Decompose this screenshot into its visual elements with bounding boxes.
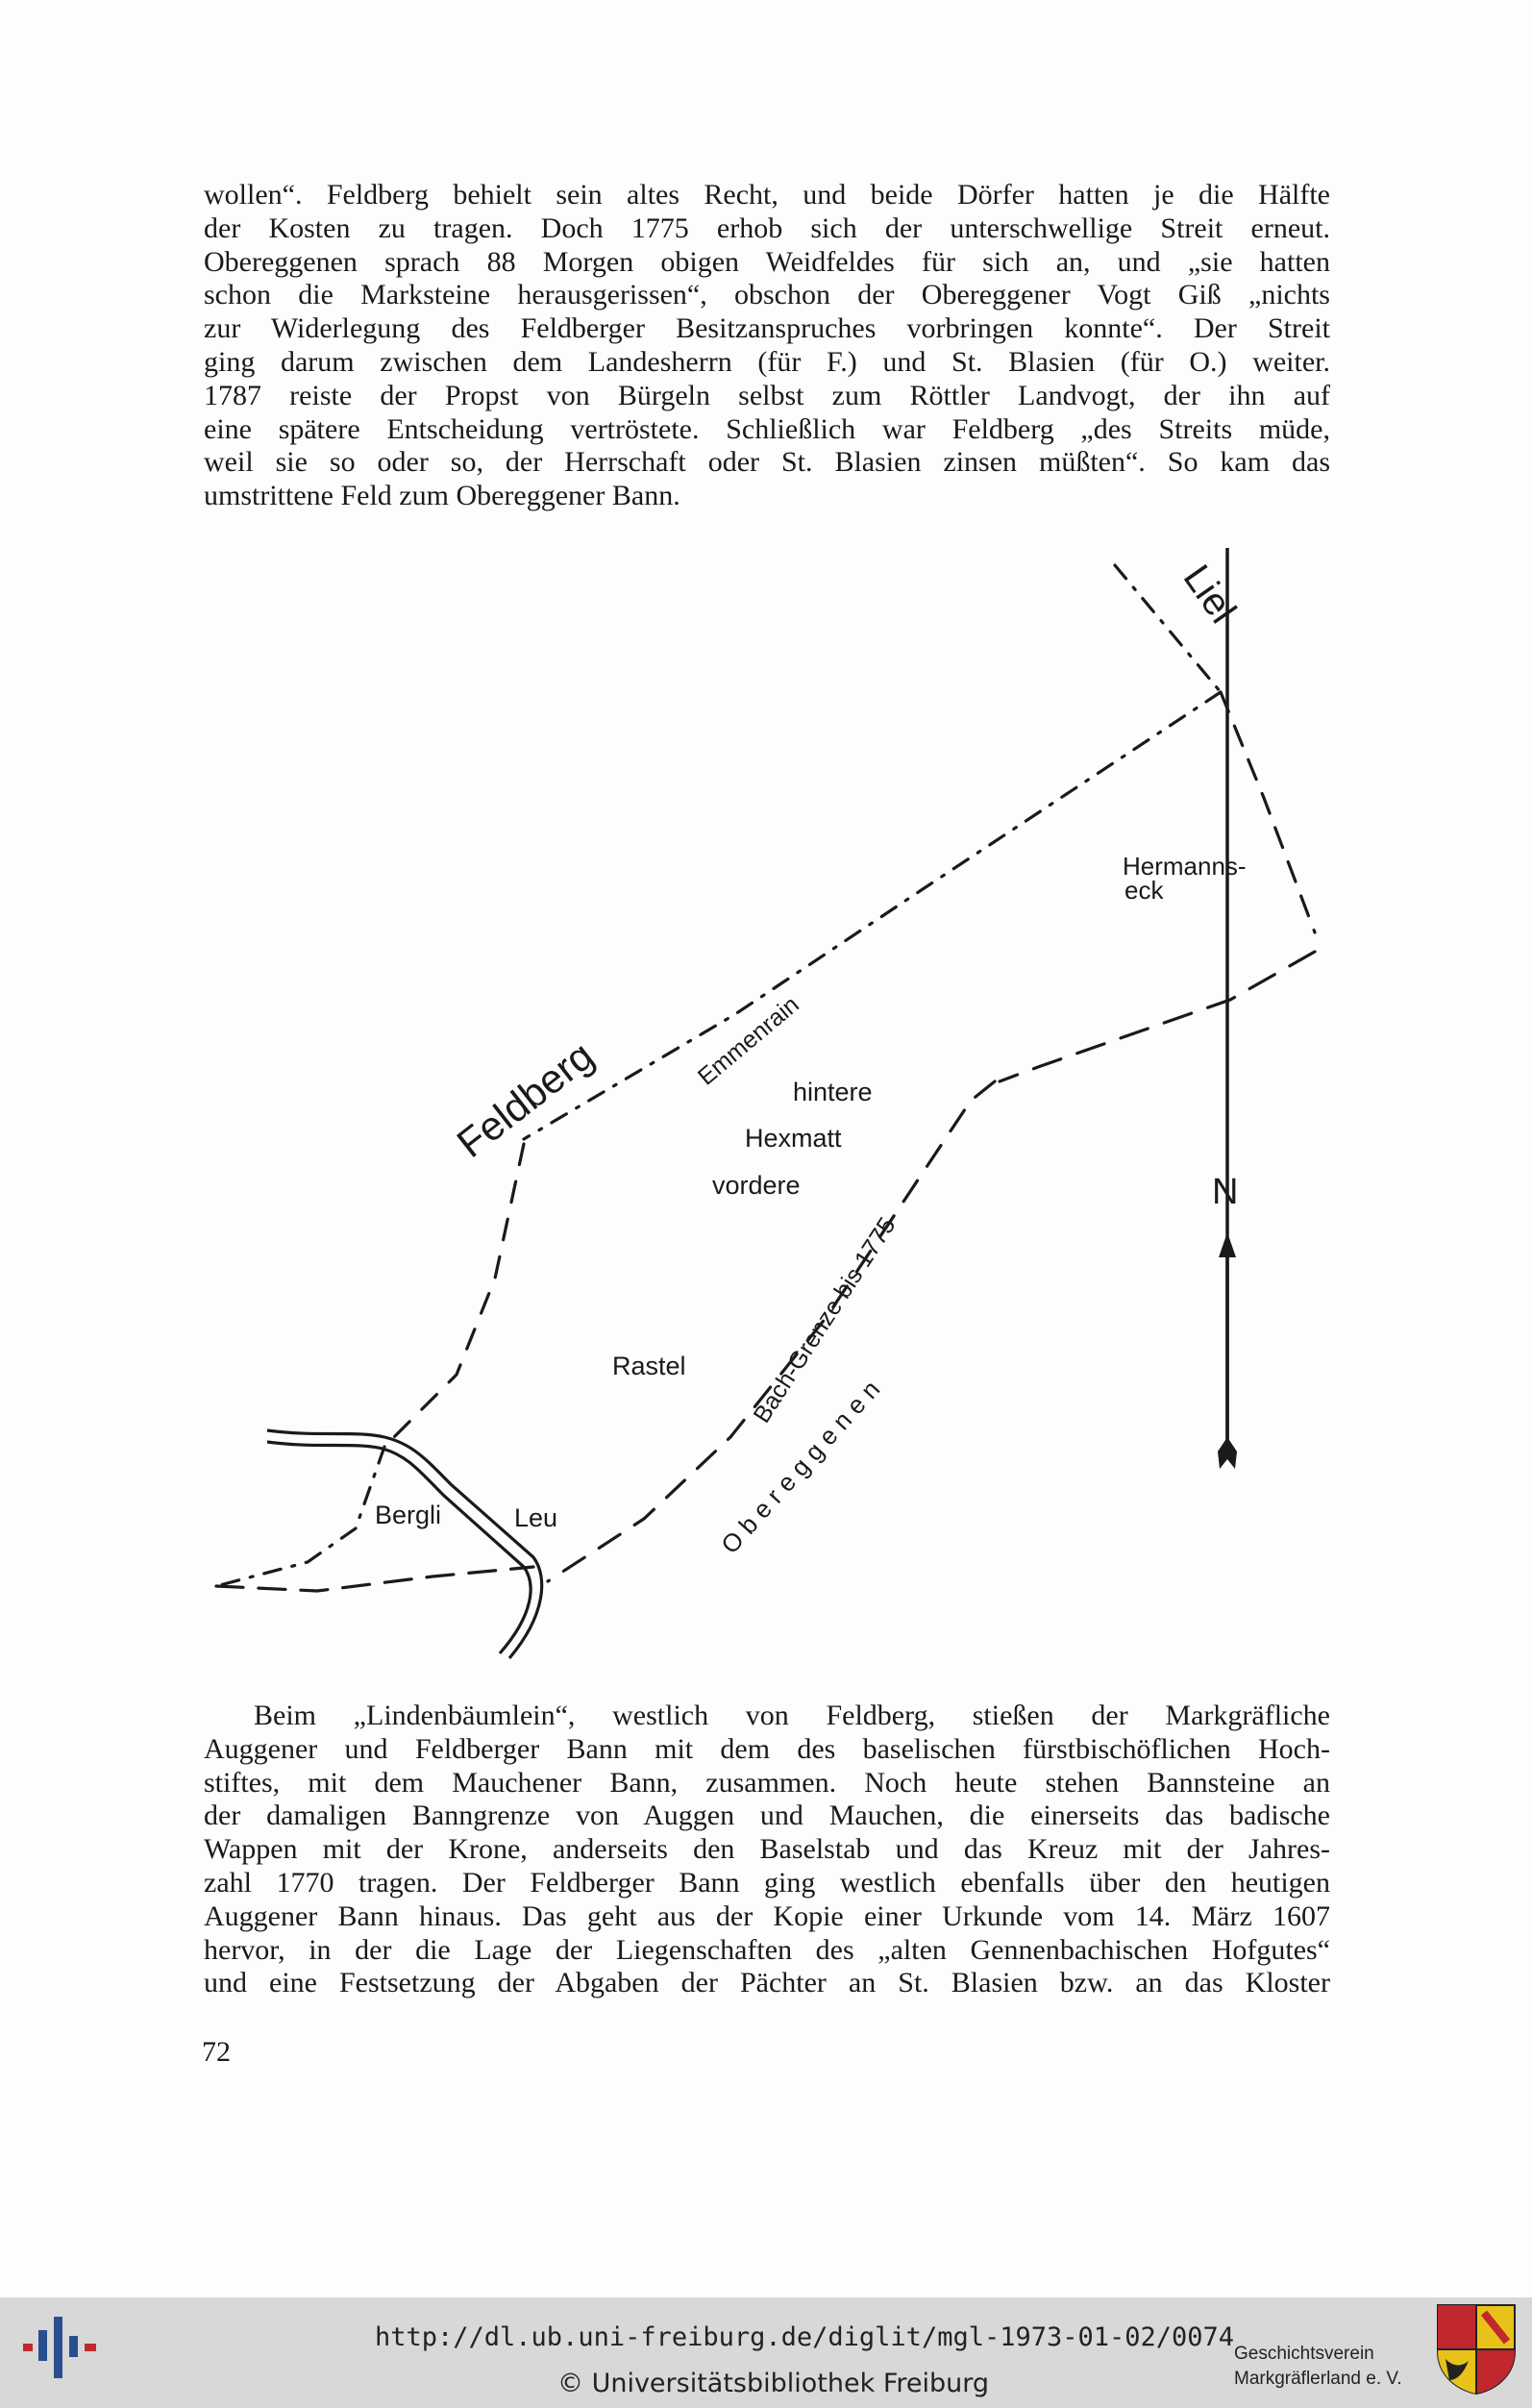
text-line: hervor, in der die Lage der Liegenschaften des „alten Gennenbachischen Hofgutes“ <box>204 1933 1330 1966</box>
map-label-bach-grenze: Bach-Grenze bis 1775 <box>748 1212 902 1428</box>
page-number: 72 <box>202 2036 231 2068</box>
footer-copyright: © Universitätsbibliothek Freiburg <box>557 2369 990 2398</box>
footer-url-link[interactable]: http://dl.ub.uni-freiburg.de/diglit/mgl-1973-01-02/0074 <box>375 2322 1235 2352</box>
text-line: der damaligen Banngrenze von Auggen und Mauchen, die einerseits das badische <box>204 1800 1330 1832</box>
map-label-leu: Leu <box>514 1503 558 1532</box>
text-line: 1787 reiste der Propst von Bürgeln selbst zum Röttler Landvogt, der ihn auf <box>204 379 1330 411</box>
text-line: schon die Marksteine herausgerissen“, obschon der Obereggener Vogt Giß „nichts <box>204 279 1330 311</box>
text-line: umstrittene Feld zum Obereggener Bann. <box>204 480 680 512</box>
footer-society-name-2: Markgräflerland e. V. <box>1234 2369 1402 2389</box>
text-line: Obereggenen sprach 88 Morgen obigen Weidfeldes für sich an, und „sie hatten <box>204 245 1330 278</box>
north-arrow-icon <box>1218 548 1237 1469</box>
map-label-vordere: vordere <box>712 1171 801 1200</box>
text-line: wollen“. Feldberg behielt sein altes Recht, und beide Dörfer hatten je die Hälfte <box>204 179 1330 211</box>
text-line: Beim „Lindenbäumlein“, westlich von Feldberg, stießen der Markgräfliche <box>254 1700 1330 1731</box>
coat-of-arms-icon <box>1436 2303 1517 2396</box>
boundary-map <box>192 548 1346 1682</box>
map-label-hermannseck: Hermanns- <box>1123 852 1247 881</box>
ub-freiburg-logo-icon <box>17 2309 104 2386</box>
map-label-rastel: Rastel <box>612 1352 686 1380</box>
southeastern-boundary-line <box>1000 952 1315 1081</box>
map-label-obereggenen: O b e r e g g e n e n <box>715 1375 886 1560</box>
footer-society-name: Geschichtsverein <box>1234 2344 1374 2364</box>
text-line: der Kosten zu tragen. Doch 1775 erhob sich der unterschwellige Streit erneut. <box>204 211 1330 244</box>
map-label-hintere: hintere <box>793 1078 873 1106</box>
text-line: zur Widerlegung des Feldberger Besitzanspruches vorbringen konnte“. Der Streit <box>204 312 1330 345</box>
text-line: Auggener Bann hinaus. Das geht aus der Kopie einer Urkunde vom 14. März 1607 <box>204 1899 1330 1932</box>
text-line: stiftes, mit dem Mauchener Bann, zusammen. Noch heute stehen Bannsteine an <box>204 1766 1330 1799</box>
text-line: zahl 1770 tragen. Der Feldberger Bann ging westlich ebenfalls über den heutigen <box>204 1866 1330 1899</box>
text-line: Auggener und Feldberger Bann mit dem des baselischen fürstbischöflichen Hoch- <box>204 1732 1330 1765</box>
western-boundary-line <box>384 1144 524 1447</box>
map-label-feldberg: Feldberg <box>448 1032 603 1167</box>
stream <box>267 1430 542 1658</box>
text-line: eine spätere Entscheidung vertröstete. Schließlich war Feldberg „des Streits müde, <box>204 412 1330 445</box>
map-label-hermannseck-2: eck <box>1124 876 1164 905</box>
map-label-north: N <box>1212 1172 1239 1212</box>
map-label-emmenrain: Emmenrain <box>692 990 804 1091</box>
map-label-hexmatt: Hexmatt <box>745 1124 842 1153</box>
southern-boundary-line <box>216 1567 533 1591</box>
southwest-boundary-line <box>216 1447 384 1586</box>
text-line: ging darum zwischen dem Landesherrn (für F.) und St. Blasien (für O.) weiter. <box>204 345 1330 378</box>
text-line: und eine Festsetzung der Abgaben der Pächter an St. Blasien bzw. an das Kloster <box>204 1967 1330 1999</box>
map-label-liel: Liel <box>1174 557 1245 632</box>
eastern-boundary-line <box>1221 692 1315 932</box>
text-line: Wappen mit der Krone, anderseits den Baselstab und das Kreuz mit der Jahres- <box>204 1833 1330 1866</box>
text-line: weil sie so oder so, der Herrschaft oder St. Blasien zinsen müßten“. So kam das <box>204 446 1330 479</box>
paragraph-1 <box>204 179 1330 513</box>
paragraph-2 <box>204 1700 1330 2000</box>
feldberg-boundary-line <box>524 692 1221 1139</box>
map-label-bergli: Bergli <box>375 1501 442 1529</box>
